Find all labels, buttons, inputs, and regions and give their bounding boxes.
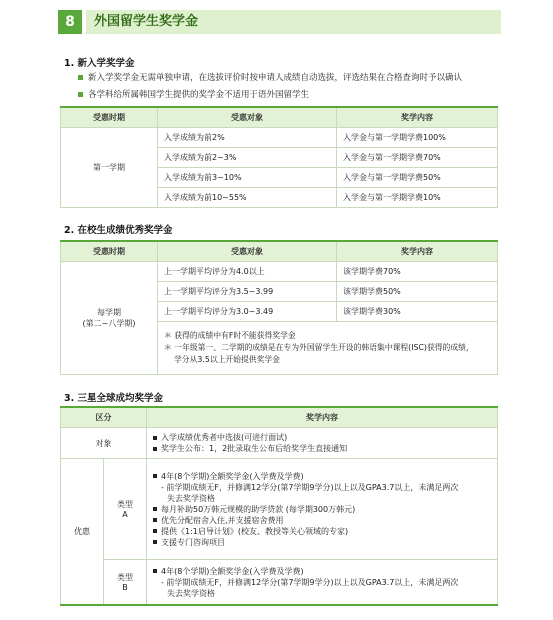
period-cell: 每学期 (第二~八学期) xyxy=(61,262,158,375)
bullet-icon xyxy=(153,507,157,511)
col-header: 受惠对象 xyxy=(158,107,337,128)
col-header: 区分 xyxy=(61,407,147,428)
bullet-square-icon xyxy=(78,92,83,97)
target-label-cell: 对象 xyxy=(61,428,147,459)
content-cell: 入学金与第一学期学费70% xyxy=(337,148,498,168)
target-cell: 入学成绩为前10~55% xyxy=(158,188,337,208)
s3-table xyxy=(60,406,498,606)
bullet-icon xyxy=(153,529,157,533)
note-line: 学分从3.5以上开始提供奖学金 xyxy=(174,355,280,364)
bullet-icon xyxy=(153,474,157,478)
bullet-icon xyxy=(153,447,157,451)
list-item: 入学成绩优秀者中选拔(可进行面试) xyxy=(153,432,491,443)
target-cell: 入学成绩为前2% xyxy=(158,128,337,148)
type-a-content xyxy=(147,459,498,560)
note-line: ＊ 获得的成绩中有F时不能获得奖学金 xyxy=(164,331,296,340)
s1-bullet-2: 各学科给所属韩国学生提供的奖学金不适用于语外国留学生 xyxy=(78,88,309,100)
bullet-icon xyxy=(153,540,157,544)
col-header: 受惠时期 xyxy=(61,241,158,262)
list-item: 每月补助50万韩元规模的助学贷款 (每学期300万韩元) xyxy=(153,504,491,515)
section-title: 外国留学生奖学金 xyxy=(86,10,501,34)
section-header xyxy=(58,10,501,34)
col-header: 奖学内容 xyxy=(147,407,498,428)
list-item: - 前学期成绩无F，并修满12学分(第7学期9学分)以上以及GPA3.7以上，未满足两次 xyxy=(161,577,459,587)
s1-bullet-1: 新入学奖学金无需单独申请，在选拔评价时按申请人成绩自动选拔，评选结果在合格查询时予以确认 xyxy=(78,71,462,83)
content-cell: 入学金与第一学期学费10% xyxy=(337,188,498,208)
col-header: 奖学内容 xyxy=(337,241,498,262)
content-cell: 该学期学费50% xyxy=(337,282,498,302)
s1-table xyxy=(60,106,498,208)
type-b-label: 类型 B xyxy=(104,560,147,606)
bullet-icon xyxy=(153,569,157,573)
benefit-label-cell: 优惠 xyxy=(61,459,104,606)
bullet-icon xyxy=(153,436,157,440)
s2-table xyxy=(60,240,498,375)
bullet-square-icon xyxy=(78,75,83,80)
note-line: ＊ 一年级第一、二学期的成绩是在专为外国留学生开设的韩语集中课程(ISC)获得的成绩， xyxy=(164,343,474,352)
list-item: 4年(8个学期)全额奖学金(入学费及学费) xyxy=(153,566,491,577)
list-item: 提供《1:1启导计划》(校友、教授等关心领域的专家) xyxy=(153,526,491,537)
period-cell: 第一学期 xyxy=(61,128,158,208)
list-item: - 前学期成绩无F，并修满12学分(第7学期9学分)以上以及GPA3.7以上，未满足两次 xyxy=(161,482,459,492)
type-b-content xyxy=(147,560,498,606)
s3-title: 3. 三星全球成均奖学金 xyxy=(64,393,164,404)
target-cell: 上一学期平均评分为3.5~3.99 xyxy=(158,282,337,302)
list-item: 4年(8个学期)全额奖学金(入学费及学费) xyxy=(153,471,491,482)
s1-title: 1. 新入学奖学金 xyxy=(64,58,135,69)
type-a-label: 类型 A xyxy=(104,459,147,560)
content-cell: 该学期学费30% xyxy=(337,302,498,322)
list-item: 失去奖学资格 xyxy=(167,493,215,503)
col-header: 受惠对象 xyxy=(158,241,337,262)
list-item: 奖学生公布：1，2批录取生公布后给奖学生直接通知 xyxy=(153,443,491,454)
target-cell: 上一学期平均评分为4.0以上 xyxy=(158,262,337,282)
note-cell xyxy=(158,322,498,375)
content-cell: 该学期学费70% xyxy=(337,262,498,282)
bullet-icon xyxy=(153,518,157,522)
content-cell: 入学金与第一学期学费100% xyxy=(337,128,498,148)
target-content-cell xyxy=(147,428,498,459)
target-cell: 上一学期平均评分为3.0~3.49 xyxy=(158,302,337,322)
col-header: 奖学内容 xyxy=(337,107,498,128)
list-item: 支援专门咨询项目 xyxy=(153,537,491,548)
target-cell: 入学成绩为前2~3% xyxy=(158,148,337,168)
col-header: 受惠时期 xyxy=(61,107,158,128)
s2-title: 2. 在校生成绩优秀奖学金 xyxy=(64,225,173,236)
list-item: 失去奖学资格 xyxy=(167,588,215,598)
list-item: 优先分配宿舍入住,并支援宿舍费用 xyxy=(153,515,491,526)
content-cell: 入学金与第一学期学费50% xyxy=(337,168,498,188)
section-number: 8 xyxy=(58,10,82,34)
target-cell: 入学成绩为前3~10% xyxy=(158,168,337,188)
